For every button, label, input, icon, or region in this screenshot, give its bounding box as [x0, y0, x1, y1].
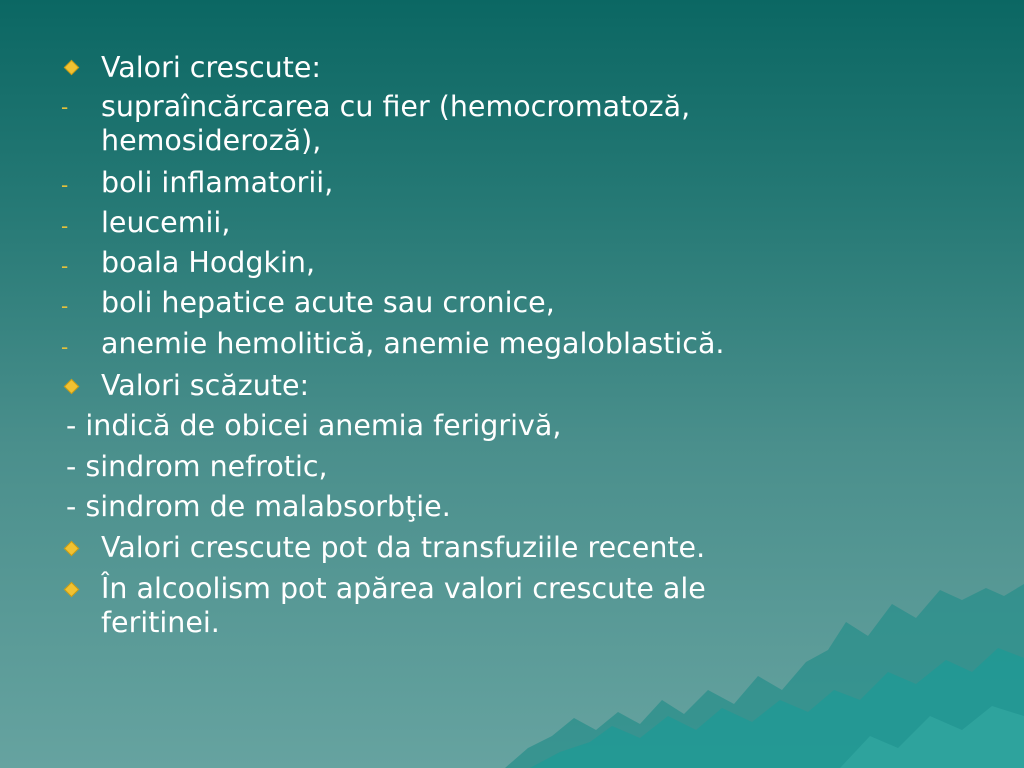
- diamond-bullet-icon: [64, 60, 80, 76]
- slide-line: hemosideroză),: [101, 124, 322, 157]
- slide-line: Valori crescute pot da transfuziile recente.: [101, 531, 706, 564]
- slide-line: - sindrom nefrotic,: [66, 450, 328, 483]
- diamond-bullet-icon: [64, 379, 80, 395]
- dash-bullet: -: [61, 254, 69, 278]
- slide-line: boli hepatice acute sau cronice,: [101, 286, 555, 319]
- slide-line: Valori crescute:: [101, 51, 321, 84]
- slide-line: - indică de obicei anemia ferigrivă,: [66, 409, 562, 442]
- slide-line: feritinei.: [101, 606, 220, 639]
- slide-line: Valori scăzute:: [101, 369, 310, 402]
- slide-line: - sindrom de malabsorbţie.: [66, 490, 451, 523]
- slide-line: supraîncărcarea cu fier (hemocromatoză,: [101, 90, 691, 123]
- slide-line: boala Hodgkin,: [101, 246, 316, 279]
- slide-line: În alcoolism pot apărea valori crescute ale: [101, 572, 706, 605]
- diamond-bullet-icon: [64, 541, 80, 557]
- dash-bullet: -: [61, 214, 69, 238]
- slide-line: boli inflamatorii,: [101, 166, 334, 199]
- diamond-bullet-icon: [64, 582, 80, 598]
- slide-line: leucemii,: [101, 206, 231, 239]
- dash-bullet: -: [61, 95, 69, 119]
- dash-bullet: -: [61, 335, 69, 359]
- dash-bullet: -: [61, 173, 69, 197]
- dash-bullet: -: [61, 294, 69, 318]
- slide-line: anemie hemolitică, anemie megaloblastică.: [101, 327, 725, 360]
